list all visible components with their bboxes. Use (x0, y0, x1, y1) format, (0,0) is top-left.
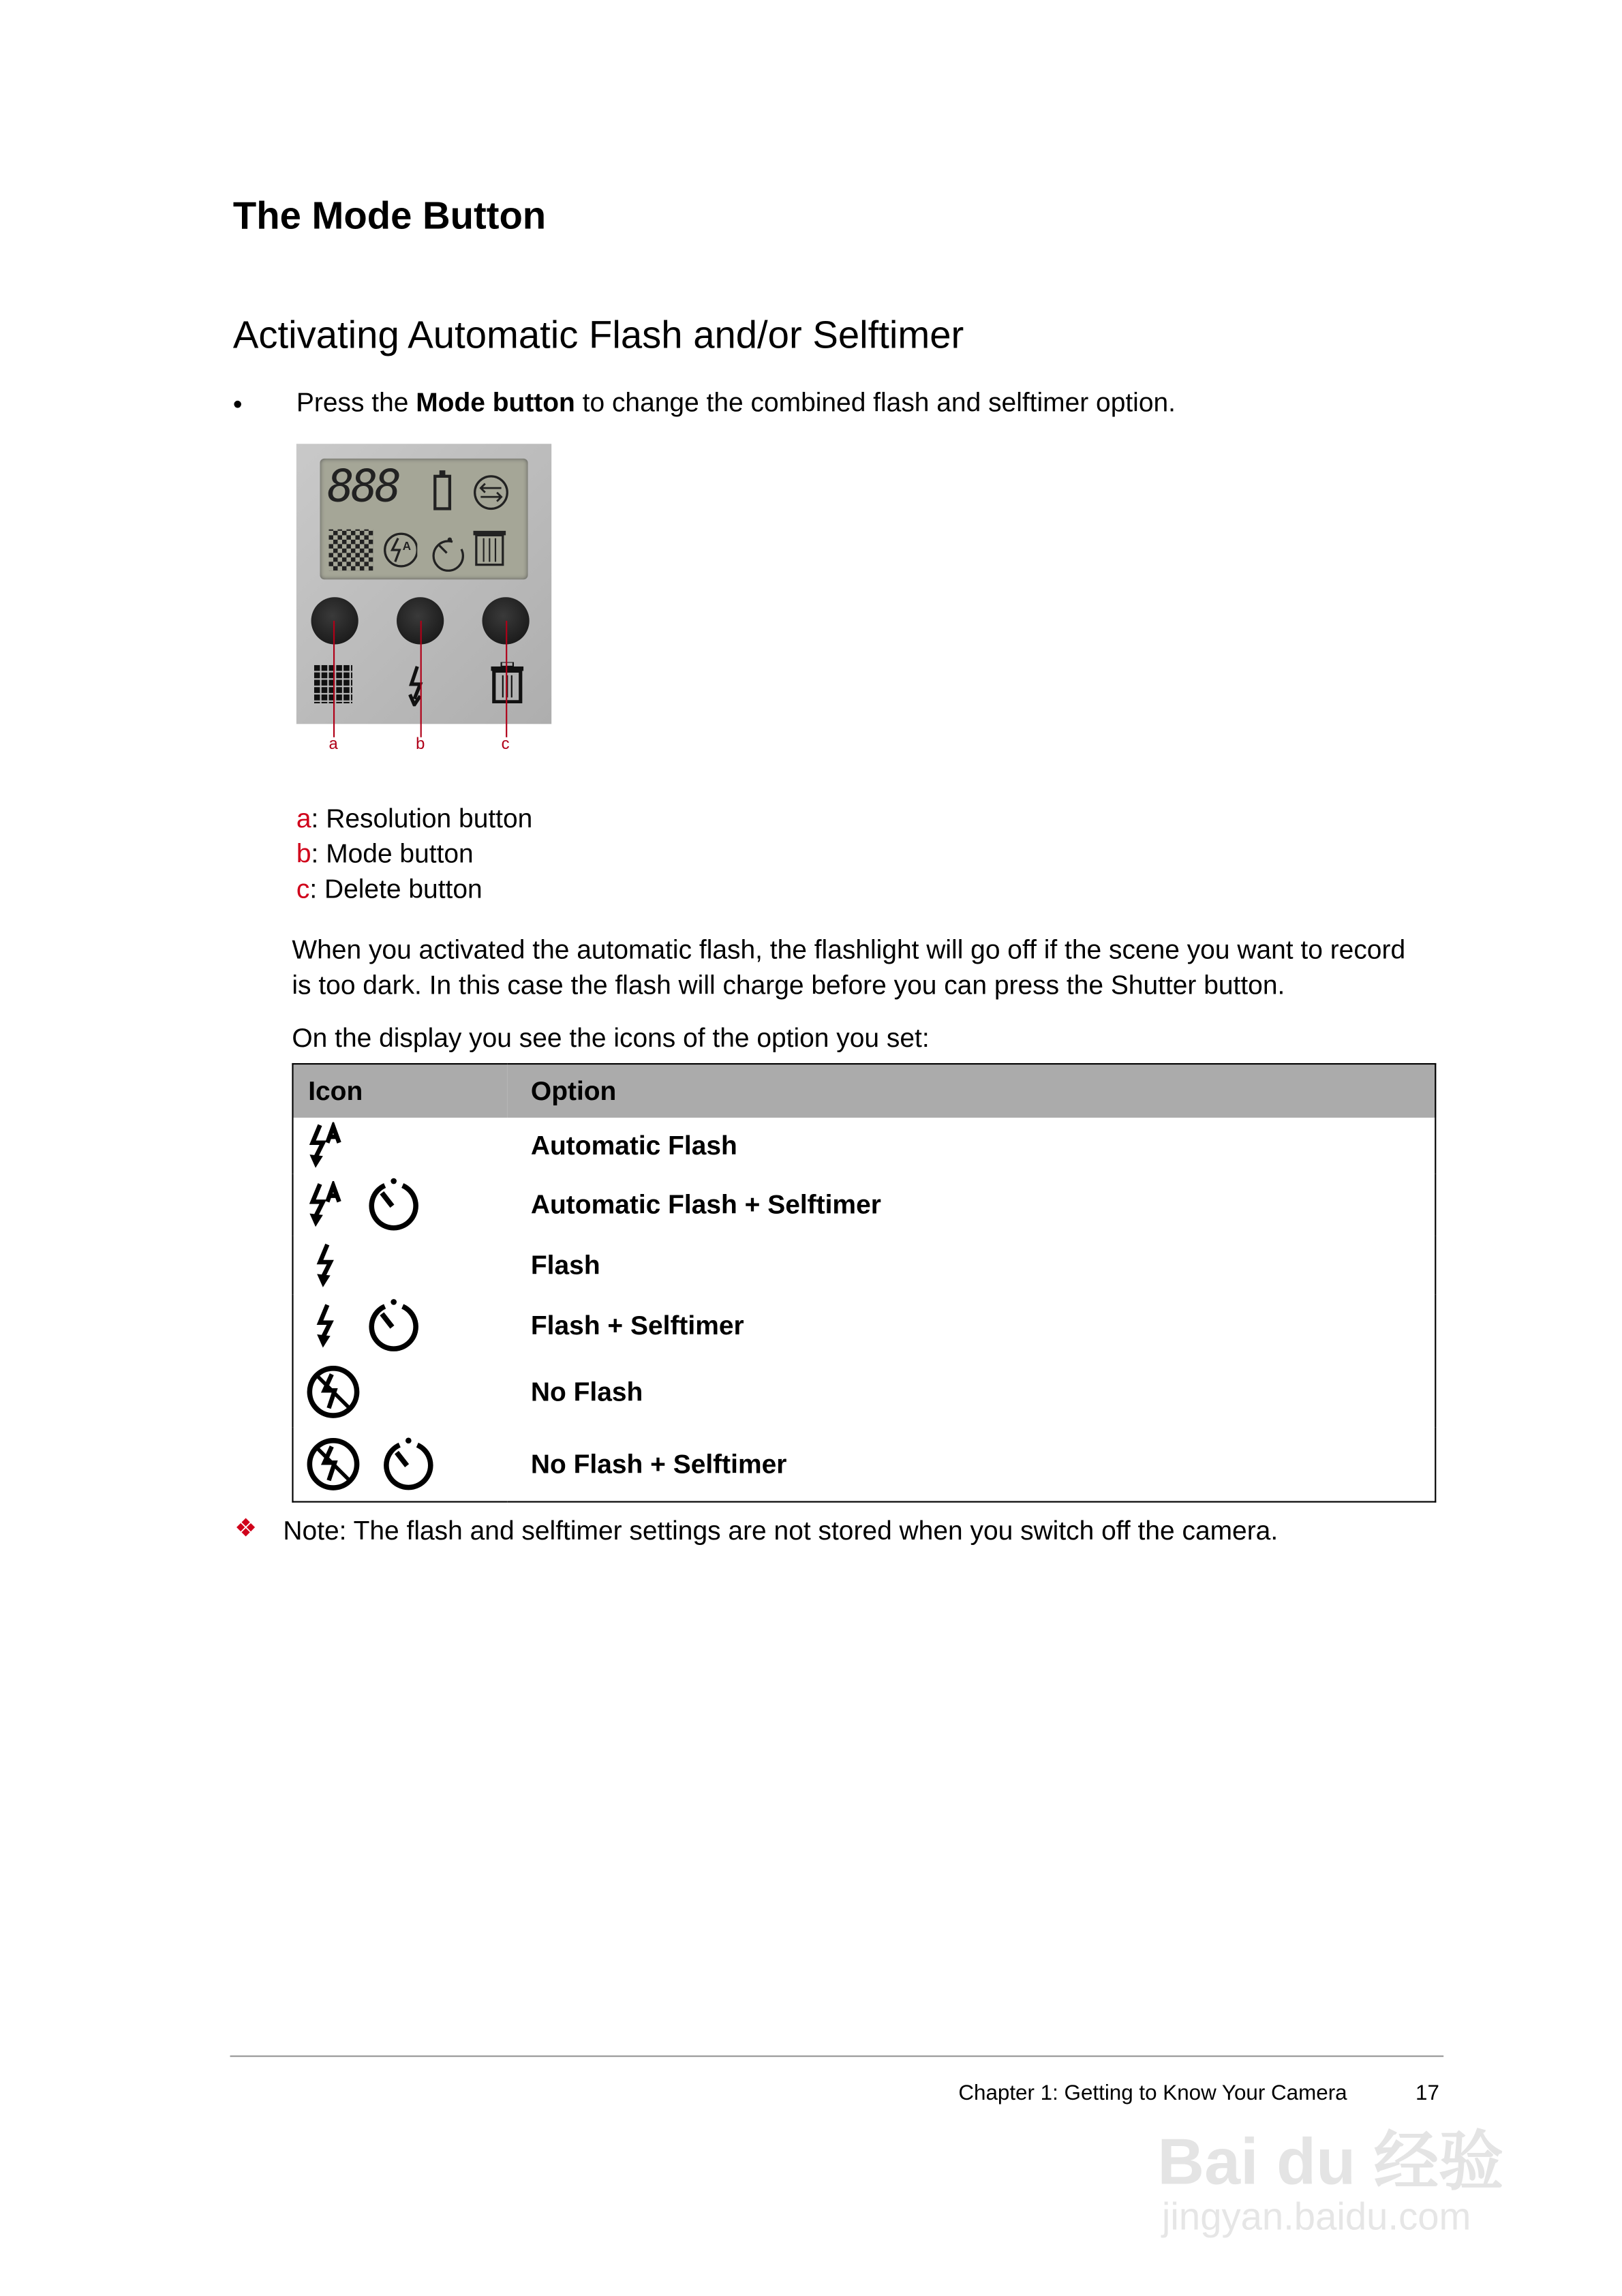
option-label: Automatic Flash (530, 1130, 737, 1160)
callout-a: a (328, 735, 338, 754)
header-option: Option (507, 1064, 1435, 1118)
selftimer-icon (382, 1437, 435, 1493)
table-row (292, 1428, 1435, 1501)
selftimer-icon (367, 1177, 420, 1233)
legend-item: a: Resolution button (296, 803, 533, 833)
option-label: Flash (530, 1250, 600, 1280)
option-label: Flash + Selftimer (530, 1310, 744, 1341)
flash-options-table (292, 1063, 1436, 1503)
watermark-url: jingyan.baidu.com (1161, 2194, 1471, 2239)
svg-text:A: A (402, 539, 412, 553)
footer-chapter: Chapter 1: Getting to Know Your Camera (958, 2082, 1347, 2106)
flash-icon (408, 665, 429, 707)
option-label: No Flash + Selftimer (530, 1449, 787, 1479)
auto-flash-icon (308, 1122, 346, 1169)
legend-item: c: Delete button (296, 874, 483, 904)
auto-flash-icon (308, 1181, 346, 1228)
section-heading: Activating Automatic Flash and/or Selftimer (232, 312, 964, 357)
no-flash-icon (305, 1437, 361, 1493)
flash-icon (308, 1242, 346, 1289)
table-row (292, 1357, 1435, 1428)
header-icon: Icon (292, 1064, 507, 1118)
page-title: The Mode Button (232, 193, 547, 238)
legend-item: b: Mode button (296, 839, 474, 869)
callout-line-b (420, 621, 422, 737)
paragraph: On the display you see the icons of the option you set: (292, 1023, 930, 1053)
option-label: No Flash (530, 1377, 643, 1407)
table-row (292, 1174, 1435, 1236)
bullet-text: Press the Mode button to change the combined flash and selftimer option. (296, 388, 1176, 418)
footer-divider (230, 2055, 1444, 2057)
note-text: Note: The flash and selftimer settings are not stored when you switch off the camera. (283, 1516, 1279, 1546)
note-diamond-icon: ❖ (234, 1514, 258, 1543)
bullet-icon: • (232, 389, 243, 419)
paragraph: is too dark. In this case the flash will charge before you can press the Shutter button. (292, 970, 1285, 1000)
lcd-icons (432, 468, 526, 574)
lcd-display (320, 459, 528, 579)
callout-b: b (416, 735, 425, 754)
lcd-icons-row2 (328, 526, 417, 573)
watermark-logo: Bai du 经验 (1157, 2126, 1504, 2199)
table-row (292, 1295, 1435, 1357)
callout-line-c (506, 621, 507, 737)
page-number: 17 (1416, 2082, 1439, 2106)
table-row (292, 1236, 1435, 1295)
option-label: Automatic Flash + Selftimer (530, 1189, 881, 1219)
table-header-row (292, 1064, 1435, 1118)
table-row (292, 1118, 1435, 1174)
selftimer-icon (367, 1298, 420, 1353)
callout-line-a (333, 621, 335, 737)
paragraph: When you activated the automatic flash, the flashlight will go off if the scene you want to record (292, 934, 1406, 964)
flash-icon (308, 1302, 346, 1349)
no-flash-icon (305, 1364, 361, 1420)
callout-c: c (501, 735, 510, 754)
lcd-digits: 888 (327, 461, 399, 513)
